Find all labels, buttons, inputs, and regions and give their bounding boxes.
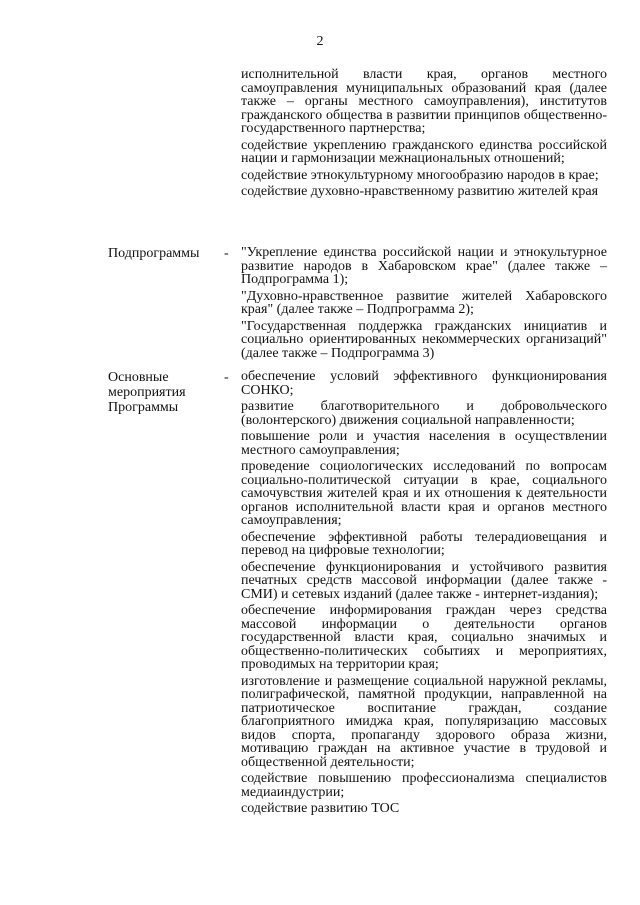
main-activities-dash: -	[224, 370, 229, 385]
activity-item: повышение роли и участия населения в осуществлении местного самоуправления;	[241, 429, 607, 458]
continuation-paragraph: содействие этнокультурному многообразию народов в крае;	[241, 167, 599, 183]
activity-item: изготовление и размещение социальной наружной рекламы, полиграфической, памятной продукции, направленной на патриотическое воспитание граждан, создание благоприятного имиджа края, популяризацию массовых видов спорта, пропаганду здорового образа жизни, мотивацию граждан на активное участие в трудовой и общественной деятельности;	[241, 673, 607, 770]
activity-item: проведение социологических исследований по вопросам социально-политической ситуации в крае, социального самочувствия жителей края и их отношения к деятельности органов исполнительной власти края и органов местного самоуправления;	[241, 459, 607, 528]
subprogram-item: "Государственная поддержка гражданских инициатив и социально ориентированных некоммерческих организаций" (далее также – Подпрограмма 3)	[241, 318, 607, 361]
subprograms-label: Подпрограммы	[108, 246, 200, 261]
activity-item: обеспечение условий эффективного функционирования СОНКО;	[241, 369, 607, 398]
continuation-paragraph: содействие укреплению гражданского единства российской нации и гармонизации межнациональных отношений;	[241, 137, 607, 166]
subprograms-content	[241, 246, 607, 363]
activity-item: развитие благотворительного и добровольческого (волонтерского) движения социальной направленности;	[241, 399, 607, 428]
continuation-content	[241, 68, 607, 202]
continuation-paragraph: исполнительной власти края, органов местного самоуправления муниципальных образований края (далее также – органы местного самоуправления), институтов гражданского общества в развитии принципов общественно-государственного партнерства;	[241, 67, 607, 136]
main-activities-content	[241, 370, 607, 819]
subprogram-item: "Укрепление единства российской нации и этнокультурное развитие народов в Хабаровском крае" (далее также – Подпрограмма 1);	[241, 245, 607, 287]
activity-item: обеспечение функционирования и устойчивого развития печатных средств массовой информации (далее также - СМИ) и сетевых изданий (далее также - интернет-издания);	[241, 559, 607, 602]
activity-item: обеспечение эффективной работы телерадиовещания и перевод на цифровые технологии;	[241, 529, 607, 558]
page-number: 2	[316, 34, 324, 49]
activity-item: содействие повышению профессионализма специалистов медиаиндустрии;	[241, 771, 607, 800]
continuation-paragraph: содействие духовно-нравственному развитию жителей края	[241, 184, 599, 199]
activity-item: обеспечение информирования граждан через средства массовой информации о деятельности органов государственной власти края, социально значимых и общественно-политических событиях и мероприятиях, проводимых на территории края;	[241, 603, 607, 672]
subprograms-dash: -	[224, 246, 229, 261]
activity-item: содействие развитию ТОС	[241, 801, 400, 816]
subprogram-item: "Духовно-нравственное развитие жителей Хабаровского края" (далее также – Подпрограмма 2);	[241, 288, 607, 317]
main-activities-label: Основные мероприятия Программы	[108, 370, 186, 415]
